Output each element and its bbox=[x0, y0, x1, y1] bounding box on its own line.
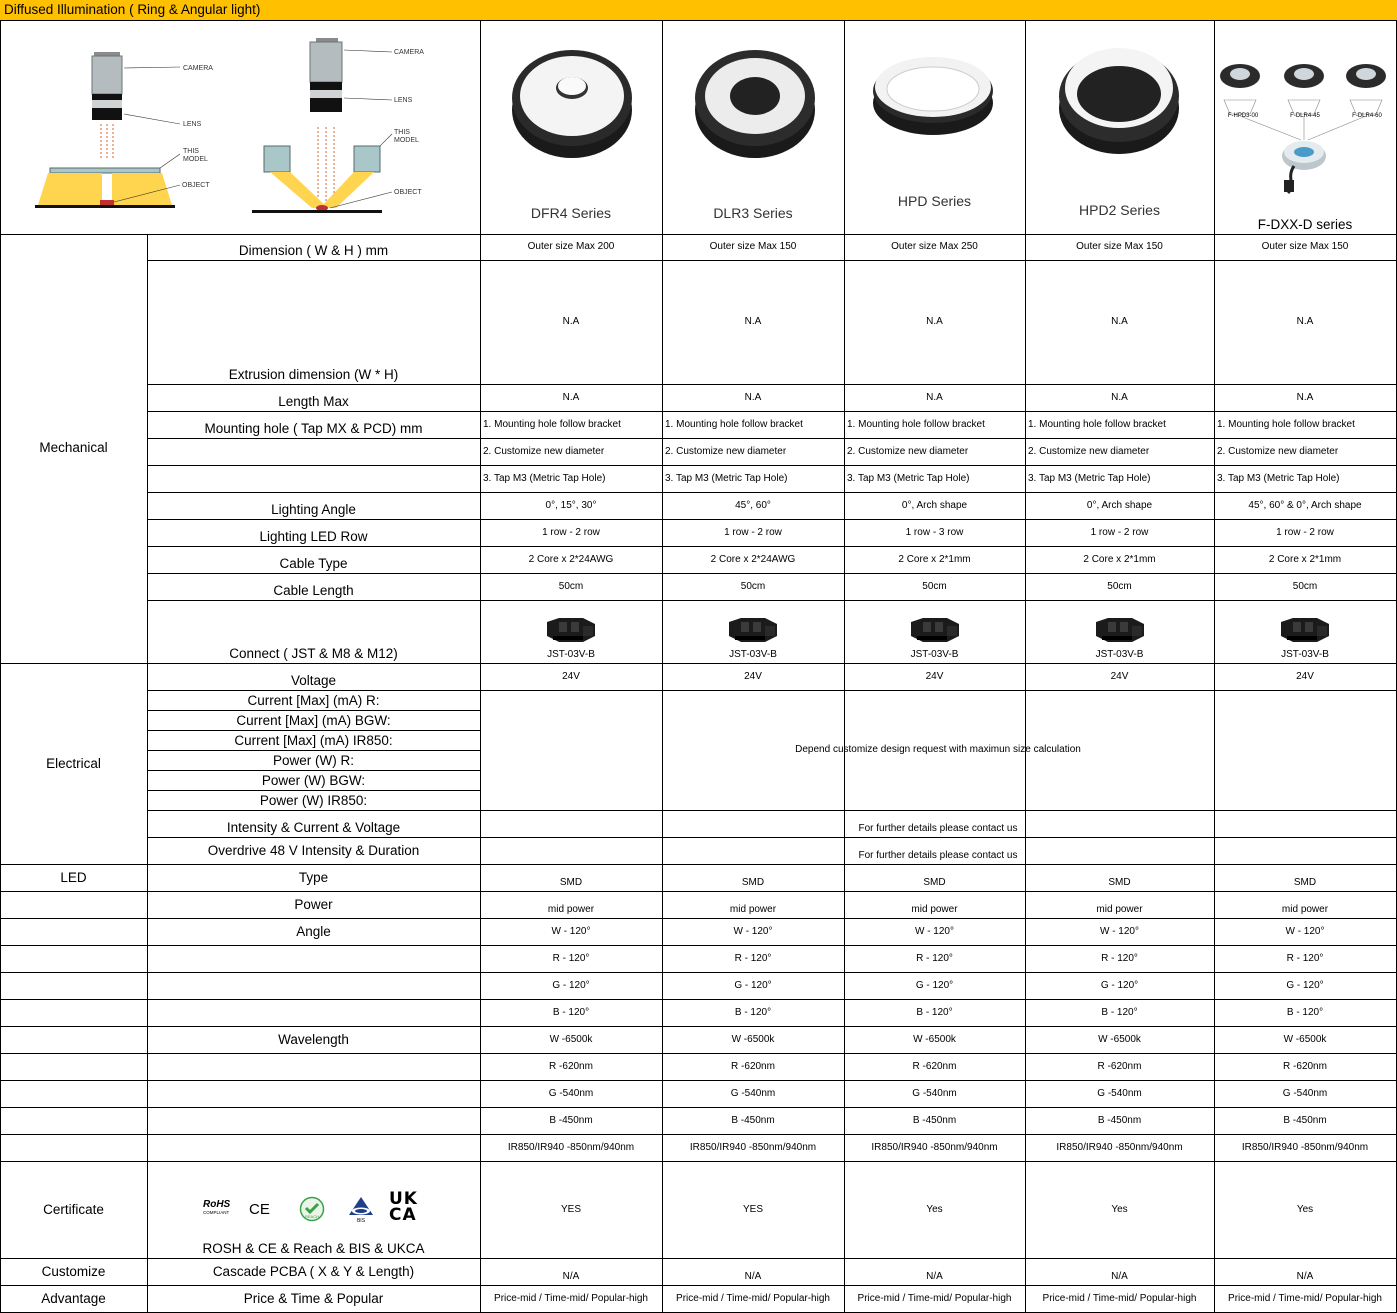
cell-advantage: Price-mid / Time-mid/ Popular-high bbox=[1228, 1293, 1382, 1304]
cell-angle: 45°, 60° bbox=[735, 500, 771, 511]
cell-dimension: Outer size Max 250 bbox=[891, 241, 978, 252]
cell-angle: 0°, Arch shape bbox=[901, 500, 968, 511]
category-mechanical: Mechanical bbox=[39, 440, 108, 455]
cell-mount3: 3. Tap M3 (Metric Tap Hole) bbox=[1028, 473, 1151, 484]
object-label: OBJECT bbox=[394, 189, 422, 196]
sheet-title: Diffused Illumination ( Ring & Angular light) bbox=[4, 2, 261, 17]
cell-wl-b: B -450nm bbox=[731, 1115, 775, 1126]
grid-hline bbox=[147, 770, 481, 771]
cell-wl-w: W -6500k bbox=[549, 1034, 593, 1045]
reach-logo bbox=[299, 1196, 325, 1222]
cell-angle-g: G - 120° bbox=[552, 980, 590, 991]
cell-led-power: mid power bbox=[911, 904, 958, 915]
cell-cert: YES bbox=[742, 1204, 763, 1215]
cell-led-row: 1 row - 2 row bbox=[542, 527, 600, 538]
cell-wl-r: R -620nm bbox=[912, 1061, 957, 1072]
cell-mount1: 1. Mounting hole follow bracket bbox=[665, 419, 803, 430]
grid-vline bbox=[1214, 234, 1215, 691]
cell-wl-ir: IR850/IR940 -850nm/940nm bbox=[689, 1142, 817, 1153]
cell-angle-b: B - 120° bbox=[1286, 1007, 1324, 1018]
cell-angle-r: R - 120° bbox=[916, 953, 953, 964]
cell-angle-w: W - 120° bbox=[1099, 926, 1139, 937]
cell-wl-g: G -540nm bbox=[912, 1088, 957, 1099]
ring-light-right bbox=[354, 146, 380, 172]
camera-ring bbox=[310, 82, 342, 90]
cell-cable-type: 2 Core x 2*1mm bbox=[898, 554, 971, 565]
cell-mount1: 1. Mounting hole follow bracket bbox=[483, 419, 621, 430]
cell-connector: JST-03V-B bbox=[547, 649, 595, 660]
cell-length: N.A bbox=[562, 392, 580, 403]
object bbox=[100, 200, 114, 205]
grid-hline bbox=[0, 234, 1397, 235]
row-label-intensity: Intensity & Current & Voltage bbox=[226, 820, 401, 835]
grid-hline bbox=[147, 837, 1397, 838]
cell-advantage: Price-mid / Time-mid/ Popular-high bbox=[857, 1293, 1012, 1304]
grid-vline bbox=[844, 234, 845, 691]
row-label-led-type: Type bbox=[298, 870, 329, 885]
row-label-cable-type: Cable Type bbox=[279, 556, 348, 571]
row-label-length: Length Max bbox=[278, 394, 349, 409]
fdxx-label-3: F-DLR4-60 bbox=[1352, 113, 1382, 119]
grid-hline bbox=[0, 918, 1397, 919]
cell-advantage: Price-mid / Time-mid/ Popular-high bbox=[494, 1293, 648, 1304]
cell-wl-b: B -450nm bbox=[549, 1115, 593, 1126]
row-label-led-power: Power bbox=[294, 897, 333, 912]
cell-cable-length: 50cm bbox=[922, 581, 947, 592]
cell-mount3: 3. Tap M3 (Metric Tap Hole) bbox=[1217, 473, 1340, 484]
lens-label: LENS bbox=[394, 97, 413, 104]
series-name-dfr4: DFR4 Series bbox=[530, 205, 612, 221]
cell-wl-g: G -540nm bbox=[1097, 1088, 1142, 1099]
cell-led-type: SMD bbox=[1108, 877, 1131, 888]
grid-hline bbox=[147, 810, 1397, 811]
cell-led-row: 1 row - 2 row bbox=[724, 527, 782, 538]
bis-text: BIS bbox=[356, 1218, 366, 1224]
cell-angle-b: B - 120° bbox=[916, 1007, 953, 1018]
bis-logo bbox=[346, 1194, 376, 1224]
cell-angle-b: B - 120° bbox=[552, 1007, 590, 1018]
cell-angle-b: B - 120° bbox=[1101, 1007, 1138, 1018]
row-label-power-bgw: Power (W) BGW: bbox=[261, 773, 366, 788]
cell-wl-b: B -450nm bbox=[912, 1115, 957, 1126]
leader-line bbox=[380, 134, 392, 146]
cell-length: N.A bbox=[744, 392, 762, 403]
row-label-power-r: Power (W) R: bbox=[273, 753, 354, 768]
this-label: THIS bbox=[183, 148, 199, 155]
cell-mount1: 1. Mounting hole follow bracket bbox=[1217, 419, 1355, 430]
cell-angle-r: R - 120° bbox=[1286, 953, 1324, 964]
row-label-wavelength: Wavelength bbox=[278, 1032, 349, 1047]
cell-wl-r: R -620nm bbox=[731, 1061, 775, 1072]
category-led: LED bbox=[60, 870, 87, 885]
leader-line bbox=[344, 98, 392, 100]
cell-led-row: 1 row - 2 row bbox=[1090, 527, 1149, 538]
cell-led-type: SMD bbox=[923, 877, 946, 888]
category-customize: Customize bbox=[41, 1264, 106, 1279]
cell-angle-g: G - 120° bbox=[734, 980, 772, 991]
row-label-dimension: Dimension ( W & H ) mm bbox=[238, 243, 389, 258]
cell-extrusion: N.A bbox=[562, 316, 580, 327]
grid-vline bbox=[0, 21, 1, 1313]
cell-angle-g: G - 120° bbox=[1286, 980, 1324, 991]
cell-led-type: SMD bbox=[1293, 877, 1317, 888]
cell-led-power: mid power bbox=[547, 904, 595, 915]
cell-cable-length: 50cm bbox=[1292, 581, 1318, 592]
grid-hline bbox=[0, 1134, 1397, 1135]
grid-hline bbox=[0, 1026, 1397, 1027]
row-label-mounting: Mounting hole ( Tap MX & PCD) mm bbox=[204, 421, 423, 436]
grid-hline bbox=[147, 790, 481, 791]
hpd2-product-image bbox=[1052, 38, 1187, 160]
cell-extrusion: N.A bbox=[1296, 316, 1314, 327]
series-name-hpd2: HPD2 Series bbox=[1079, 202, 1160, 218]
cell-mount1: 1. Mounting hole follow bracket bbox=[847, 419, 985, 430]
grid-hline bbox=[147, 260, 1397, 261]
cell-extrusion: N.A bbox=[1111, 316, 1128, 327]
cell-customize: N/A bbox=[744, 1271, 762, 1282]
cell-cert: Yes bbox=[926, 1204, 943, 1215]
dlr3-product-image bbox=[688, 40, 823, 165]
model-label: MODEL bbox=[183, 156, 208, 163]
cell-angle-w: W - 120° bbox=[733, 926, 773, 937]
leader-line bbox=[344, 50, 392, 52]
cell-angle: 0°, 15°, 30° bbox=[545, 500, 597, 511]
grid-hline bbox=[0, 999, 1397, 1000]
cell-customize: N/A bbox=[926, 1271, 943, 1282]
grid-hline bbox=[147, 600, 1397, 601]
cell-wl-r: R -620nm bbox=[549, 1061, 593, 1072]
intensity-contact-note: For further details please contact us bbox=[858, 823, 1018, 834]
cell-cable-type: 2 Core x 2*1mm bbox=[1083, 554, 1156, 565]
grid-hline bbox=[0, 864, 1397, 865]
lens-label: LENS bbox=[183, 121, 202, 128]
fdxx-product-image bbox=[1216, 58, 1394, 200]
camera-ring bbox=[92, 94, 122, 100]
cell-length: N.A bbox=[1296, 392, 1314, 403]
cell-dimension: Outer size Max 150 bbox=[1261, 241, 1349, 252]
cell-cable-length: 50cm bbox=[740, 581, 766, 592]
leader-line bbox=[124, 114, 180, 124]
jst-connector-icon bbox=[909, 614, 961, 644]
cell-angle-g: G - 120° bbox=[915, 980, 954, 991]
cell-dimension: Outer size Max 150 bbox=[1076, 241, 1163, 252]
grid-vline bbox=[1025, 234, 1026, 691]
object-label: OBJECT bbox=[182, 182, 210, 189]
ce-logo: CE bbox=[249, 1201, 270, 1218]
cell-connector: JST-03V-B bbox=[1281, 649, 1329, 660]
grid-hline bbox=[147, 438, 1397, 439]
cell-connector: JST-03V-B bbox=[729, 649, 777, 660]
row-label-led-row: Lighting LED Row bbox=[259, 529, 368, 544]
electrical-depend-note: Depend customize design request with maximun size calculation bbox=[795, 744, 1081, 755]
row-label-current-r: Current [Max] (mA) R: bbox=[247, 693, 380, 708]
cell-mount3: 3. Tap M3 (Metric Tap Hole) bbox=[483, 473, 606, 484]
grid-hline bbox=[147, 465, 1397, 466]
cell-wl-b: B -450nm bbox=[1097, 1115, 1142, 1126]
cell-wl-w: W -6500k bbox=[1283, 1034, 1327, 1045]
cell-advantage: Price-mid / Time-mid/ Popular-high bbox=[676, 1293, 830, 1304]
cell-customize: N/A bbox=[1111, 1271, 1128, 1282]
cell-cable-type: 2 Core x 2*1mm bbox=[1268, 554, 1342, 565]
cell-wl-ir: IR850/IR940 -850nm/940nm bbox=[1056, 1142, 1183, 1153]
cell-led-power: mid power bbox=[1096, 904, 1143, 915]
row-label-connect: Connect ( JST & M8 & M12) bbox=[229, 646, 398, 661]
jst-connector-icon bbox=[1094, 614, 1146, 644]
grid-hline bbox=[0, 1258, 1397, 1259]
cell-mount2: 2. Customize new diameter bbox=[483, 446, 605, 457]
lens-body bbox=[92, 100, 122, 108]
grid-hline bbox=[0, 1053, 1397, 1054]
camera-label: CAMERA bbox=[394, 49, 424, 56]
cell-extrusion: N.A bbox=[744, 316, 762, 327]
cell-led-row: 1 row - 3 row bbox=[905, 527, 964, 538]
row-label-angle: Lighting Angle bbox=[271, 502, 356, 517]
cell-led-power: mid power bbox=[729, 904, 777, 915]
cell-angle-w: W - 120° bbox=[914, 926, 954, 937]
cell-mount2: 2. Customize new diameter bbox=[665, 446, 787, 457]
cell-angle-g: G - 120° bbox=[1100, 980, 1139, 991]
cell-mount2: 2. Customize new diameter bbox=[1217, 446, 1339, 457]
series-name-hpd: HPD Series bbox=[897, 193, 972, 209]
cell-cable-length: 50cm bbox=[1107, 581, 1132, 592]
grid-hline bbox=[147, 690, 1397, 691]
angular-diagram bbox=[250, 32, 450, 218]
title-bar bbox=[0, 0, 1397, 21]
category-electrical: Electrical bbox=[46, 756, 101, 771]
grid-hline bbox=[0, 1285, 1397, 1286]
cell-customize: N/A bbox=[1296, 1271, 1314, 1282]
cell-angle-w: W - 120° bbox=[1285, 926, 1325, 937]
base-plate bbox=[252, 210, 382, 213]
cell-led-row: 1 row - 2 row bbox=[1276, 527, 1334, 538]
cell-dimension: Outer size Max 200 bbox=[527, 241, 615, 252]
grid-hline bbox=[147, 710, 481, 711]
cell-angle: 0°, Arch shape bbox=[1086, 500, 1153, 511]
cell-wl-w: W -6500k bbox=[731, 1034, 775, 1045]
ukca-uk: UK bbox=[389, 1189, 418, 1209]
cell-mount1: 1. Mounting hole follow bracket bbox=[1028, 419, 1166, 430]
cell-cable-type: 2 Core x 2*24AWG bbox=[710, 554, 796, 565]
base-plate bbox=[35, 205, 175, 208]
cell-angle-r: R - 120° bbox=[552, 953, 590, 964]
cell-voltage: 24V bbox=[562, 671, 580, 682]
grid-hline bbox=[147, 519, 1397, 520]
cell-angle: 45°, 60° & 0°, Arch shape bbox=[1248, 500, 1362, 511]
cell-connector: JST-03V-B bbox=[910, 649, 959, 660]
cell-cable-length: 50cm bbox=[558, 581, 584, 592]
cell-dimension: Outer size Max 150 bbox=[709, 241, 797, 252]
cell-led-power: mid power bbox=[1281, 904, 1329, 915]
cell-cert: YES bbox=[560, 1204, 581, 1215]
grid-hline bbox=[147, 750, 481, 751]
grid-hline bbox=[0, 663, 1397, 664]
cell-angle-b: B - 120° bbox=[734, 1007, 772, 1018]
grid-hline bbox=[147, 730, 481, 731]
cell-wl-g: G -540nm bbox=[730, 1088, 776, 1099]
grid-hline bbox=[0, 891, 1397, 892]
rohs-logo bbox=[203, 1199, 231, 1220]
grid-hline bbox=[147, 411, 1397, 412]
cell-wl-w: W -6500k bbox=[913, 1034, 956, 1045]
cell-extrusion: N.A bbox=[926, 316, 943, 327]
cell-wl-g: G -540nm bbox=[1282, 1088, 1328, 1099]
hpd-product-image bbox=[866, 45, 1001, 145]
model-label: MODEL bbox=[394, 137, 419, 144]
light-beam-left bbox=[38, 173, 102, 205]
grid-hline bbox=[147, 384, 1397, 385]
cell-advantage: Price-mid / Time-mid/ Popular-high bbox=[1042, 1293, 1197, 1304]
row-label-cable-length: Cable Length bbox=[273, 583, 354, 598]
cell-led-type: SMD bbox=[741, 877, 765, 888]
cell-cert: Yes bbox=[1111, 1204, 1128, 1215]
row-label-cascade: Cascade PCBA ( X & Y & Length) bbox=[212, 1264, 415, 1279]
cell-angle-r: R - 120° bbox=[734, 953, 772, 964]
row-label-cert: ROSH & CE & Reach & BIS & UKCA bbox=[202, 1241, 425, 1256]
grid-vline bbox=[662, 234, 663, 691]
cell-wl-r: R -620nm bbox=[1097, 1061, 1142, 1072]
cell-mount3: 3. Tap M3 (Metric Tap Hole) bbox=[665, 473, 788, 484]
category-certificate: Certificate bbox=[43, 1202, 104, 1217]
leader-line bbox=[124, 67, 180, 68]
lens-body bbox=[310, 90, 342, 98]
cell-wl-r: R -620nm bbox=[1283, 1061, 1327, 1072]
lens-ring bbox=[92, 108, 122, 120]
grid-hline bbox=[0, 1107, 1397, 1108]
cell-wl-b: B -450nm bbox=[1283, 1115, 1327, 1126]
cell-mount3: 3. Tap M3 (Metric Tap Hole) bbox=[847, 473, 970, 484]
row-label-overdrive: Overdrive 48 V Intensity & Duration bbox=[207, 843, 420, 858]
cell-voltage: 24V bbox=[1296, 671, 1314, 682]
cell-cable-type: 2 Core x 2*24AWG bbox=[528, 554, 614, 565]
cell-angle-w: W - 120° bbox=[551, 926, 591, 937]
cell-angle-r: R - 120° bbox=[1101, 953, 1138, 964]
row-label-advantage: Price & Time & Popular bbox=[243, 1291, 384, 1306]
cell-voltage: 24V bbox=[925, 671, 944, 682]
light-beam-left bbox=[270, 172, 328, 208]
row-label-current-ir: Current [Max] (mA) IR850: bbox=[234, 733, 393, 748]
cell-voltage: 24V bbox=[744, 671, 762, 682]
row-label-extrusion: Extrusion dimension (W * H) bbox=[228, 367, 399, 382]
grid-hline bbox=[0, 1161, 1397, 1162]
cell-length: N.A bbox=[1111, 392, 1128, 403]
grid-hline bbox=[147, 546, 1397, 547]
cell-length: N.A bbox=[926, 392, 943, 403]
grid-hline bbox=[0, 945, 1397, 946]
cell-wl-ir: IR850/IR940 -850nm/940nm bbox=[507, 1142, 635, 1153]
grid-hline bbox=[147, 573, 1397, 574]
overdrive-contact-note: For further details please contact us bbox=[858, 850, 1018, 861]
rohs-text: RoHS bbox=[203, 1199, 231, 1210]
lens-ring bbox=[310, 98, 342, 112]
ring-light-body bbox=[50, 168, 160, 173]
jst-connector-icon bbox=[545, 614, 597, 644]
jst-connector-icon bbox=[727, 614, 779, 644]
cell-mount2: 2. Customize new diameter bbox=[1028, 446, 1150, 457]
series-name-fdxx: F-DXX-D series bbox=[1257, 217, 1353, 232]
fdxx-label-2: F-DLR4-45 bbox=[1290, 113, 1320, 119]
ring-light-left bbox=[264, 146, 290, 172]
cell-voltage: 24V bbox=[1110, 671, 1129, 682]
cell-customize: N/A bbox=[562, 1271, 580, 1282]
cell-wl-g: G -540nm bbox=[548, 1088, 594, 1099]
cell-mount2: 2. Customize new diameter bbox=[847, 446, 969, 457]
dfr4-product-image bbox=[505, 40, 640, 165]
rohs-subtext: COMPLIANT bbox=[203, 1210, 230, 1215]
ukca-ca: CA bbox=[389, 1205, 417, 1225]
cell-connector: JST-03V-B bbox=[1095, 649, 1144, 660]
light-beam-right bbox=[320, 172, 374, 208]
cell-wl-w: W -6500k bbox=[1098, 1034, 1141, 1045]
row-label-voltage: Voltage bbox=[290, 673, 337, 688]
reach-text: REACH bbox=[304, 1214, 320, 1219]
fdxx-label-1: F-HPD3-00 bbox=[1227, 113, 1259, 119]
ukca-logo bbox=[389, 1191, 425, 1225]
series-name-dlr3: DLR3 Series bbox=[713, 205, 793, 221]
leader-line bbox=[160, 154, 180, 168]
camera-body bbox=[92, 56, 122, 94]
row-label-led-angle: Angle bbox=[296, 924, 331, 939]
grid-hline bbox=[147, 492, 1397, 493]
jst-connector-icon bbox=[1279, 614, 1331, 644]
cell-led-type: SMD bbox=[559, 877, 583, 888]
row-label-power-ir: Power (W) IR850: bbox=[259, 793, 368, 808]
diffused-diagram bbox=[30, 40, 230, 220]
cell-wl-ir: IR850/IR940 -850nm/940nm bbox=[1241, 1142, 1369, 1153]
camera-label: CAMERA bbox=[183, 65, 213, 72]
grid-hline bbox=[0, 972, 1397, 973]
cell-wl-ir: IR850/IR940 -850nm/940nm bbox=[871, 1142, 998, 1153]
camera-body bbox=[310, 42, 342, 82]
row-label-current-bgw: Current [Max] (mA) BGW: bbox=[236, 713, 391, 728]
cell-cert: Yes bbox=[1296, 1204, 1314, 1215]
this-label: THIS bbox=[394, 129, 410, 136]
grid-hline bbox=[0, 1080, 1397, 1081]
category-advantage: Advantage bbox=[41, 1291, 106, 1306]
